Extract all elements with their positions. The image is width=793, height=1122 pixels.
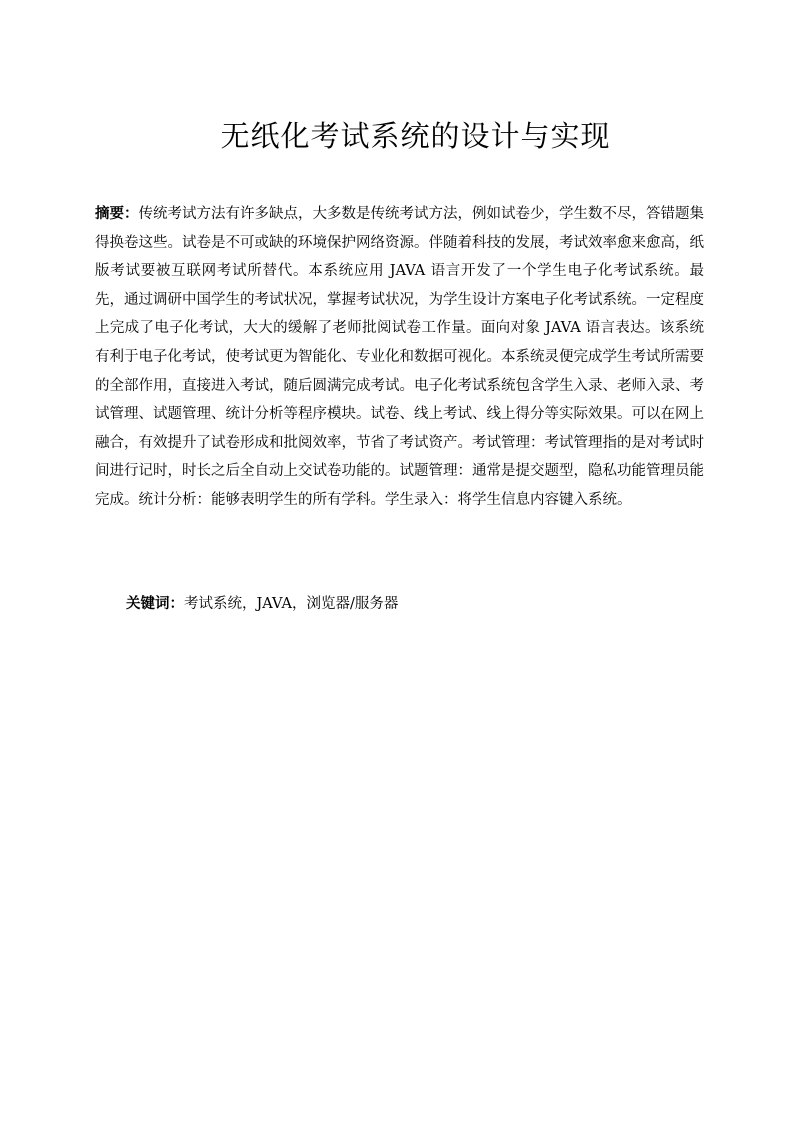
keywords-text: 考试系统，JAVA，浏览器/服务器 (184, 596, 399, 612)
abstract-label: 摘要： (95, 206, 139, 222)
abstract-paragraph (95, 200, 704, 515)
keywords-paragraph (126, 590, 706, 618)
keywords-label: 关键词： (126, 596, 184, 612)
page-title: 无纸化考试系统的设计与实现 (220, 119, 611, 153)
abstract-text: 传统考试方法有许多缺点，大多数是传统考试方法，例如试卷少，学生数不尽，答错题集得换卷这些。试卷是不可或缺的环境保护网络资源。伴随着科技的发展，考试效率愈来愈高，纸版考试要被互联网考试所替代。本系统应用 JAVA 语言开发了一个学生电子化考试系统。最先，通过调研中国学生的考试状况，掌握考试状况，为学生设计方案电子化考试系统。一定程度上完成了电子化考试，大大的缓解了老师批阅试卷工作量。面向对象 JAVA 语言表达。该系统有利于电子化考试，使考试更为智能化、专业化和数据可视化。本系统灵便完成学生考试所需要的全部作用，直接进入考试，随后圆满完成考试。电子化考试系统包含学生入录、老师入录、考试管理、试题管理、统计分析等程序模块。试卷、线上考试、线上得分等实际效果。可以在网上融合，有效提升了试卷形成和批阅效率，节省了考试资产。考试管理：考试管理指的是对考试时间进行记时，时长之后全自动上交试卷功能的。试题管理：通常是提交题型，隐私功能管理员能完成。统计分析：能够表明学生的所有学科。学生录入：将学生信息内容键入系统。 (95, 206, 704, 508)
